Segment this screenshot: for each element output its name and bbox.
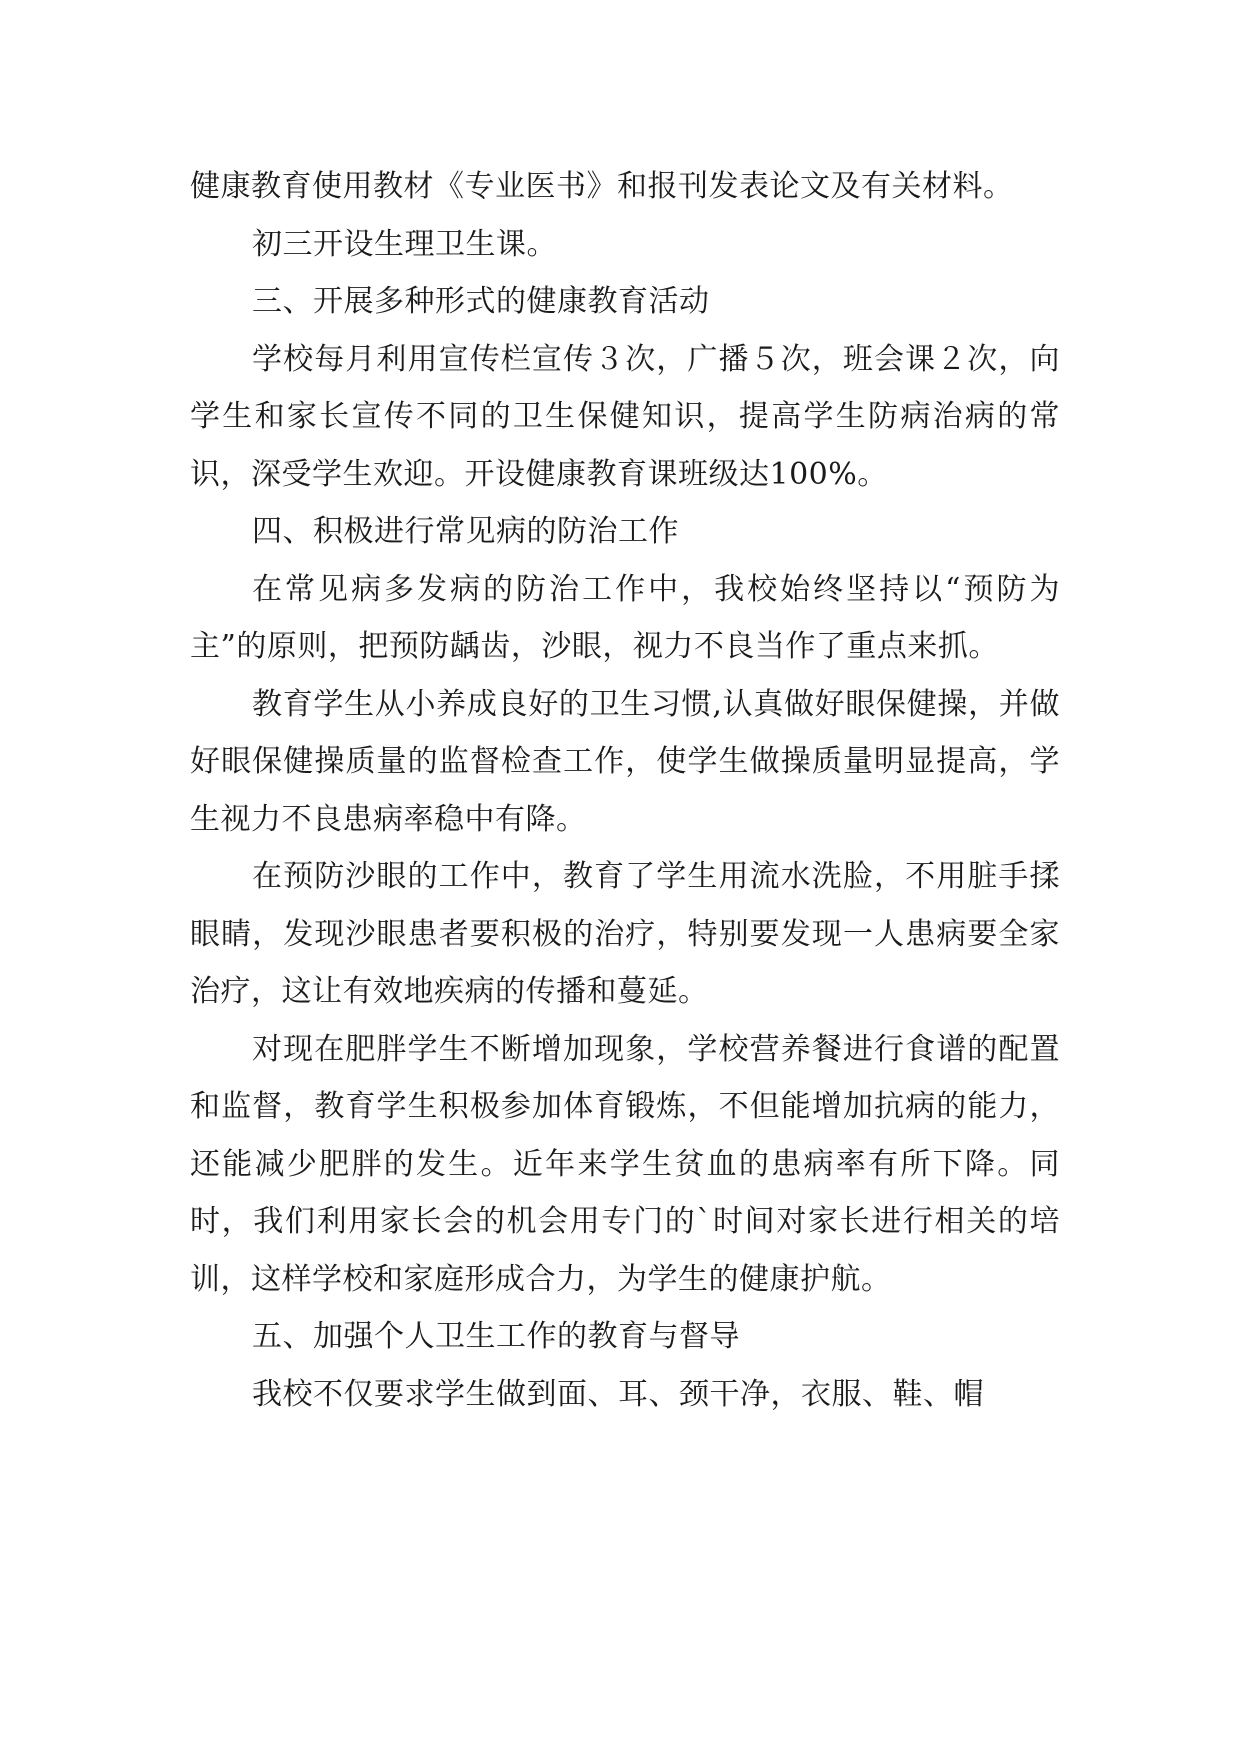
paragraph-6: 在常见病多发病的防治工作中，我校始终坚持以“预防为主”的原则，把预防龋齿，沙眼，视力不良当作了重点来抓。 xyxy=(190,571,1060,664)
paragraph-9: 对现在肥胖学生不断增加现象，学校营养餐进行食谱的配置和监督，教育学生积极参加体育锻炼，不但能增加抗病的能力，还能减少肥胖的发生。近年来学生贫血的患病率有所下降。同时，我们利用家长会的机会用专门的`时间对家长进行相关的培训，这样学校和家庭形成合力，为学生的健康护航。 xyxy=(190,1031,1060,1297)
section-heading-3: 三、开展多种形式的健康教育活动 xyxy=(252,284,710,319)
paragraph-2: 初三开设生理卫生课。 xyxy=(252,226,557,262)
section-heading-4: 四、积极进行常见病的防治工作 xyxy=(252,514,679,549)
paragraph-1: 健康教育使用教材《专业医书》和报刊发表论文及有关材料。 xyxy=(190,169,1014,204)
document-body xyxy=(190,158,1060,1423)
paragraph-8: 在预防沙眼的工作中，教育了学生用流水洗脸，不用脏手揉眼睛，发现沙眼患者要积极的治疗，特别要发现一人患病要全家治疗，这让有效地疾病的传播和蔓延。 xyxy=(190,859,1060,1009)
paragraph-7: 教育学生从小养成良好的卫生习惯,认真做好眼保健操，并做好眼保健操质量的监督检查工作，使学生做操质量明显提高，学生视力不良患病率稳中有降。 xyxy=(190,686,1060,837)
paragraph-4: 学校每月利用宣传栏宣传３次，广播５次，班会课２次，向学生和家长宣传不同的卫生保健知识，提高学生防病治病的常识，深受学生欢迎。开设健康教育课班级达100%。 xyxy=(190,341,1060,492)
paragraph-11: 我校不仅要求学生做到面、耳、颈干净，衣服、鞋、帽 xyxy=(252,1376,984,1412)
section-heading-5: 五、加强个人卫生工作的教育与督导 xyxy=(252,1319,740,1354)
